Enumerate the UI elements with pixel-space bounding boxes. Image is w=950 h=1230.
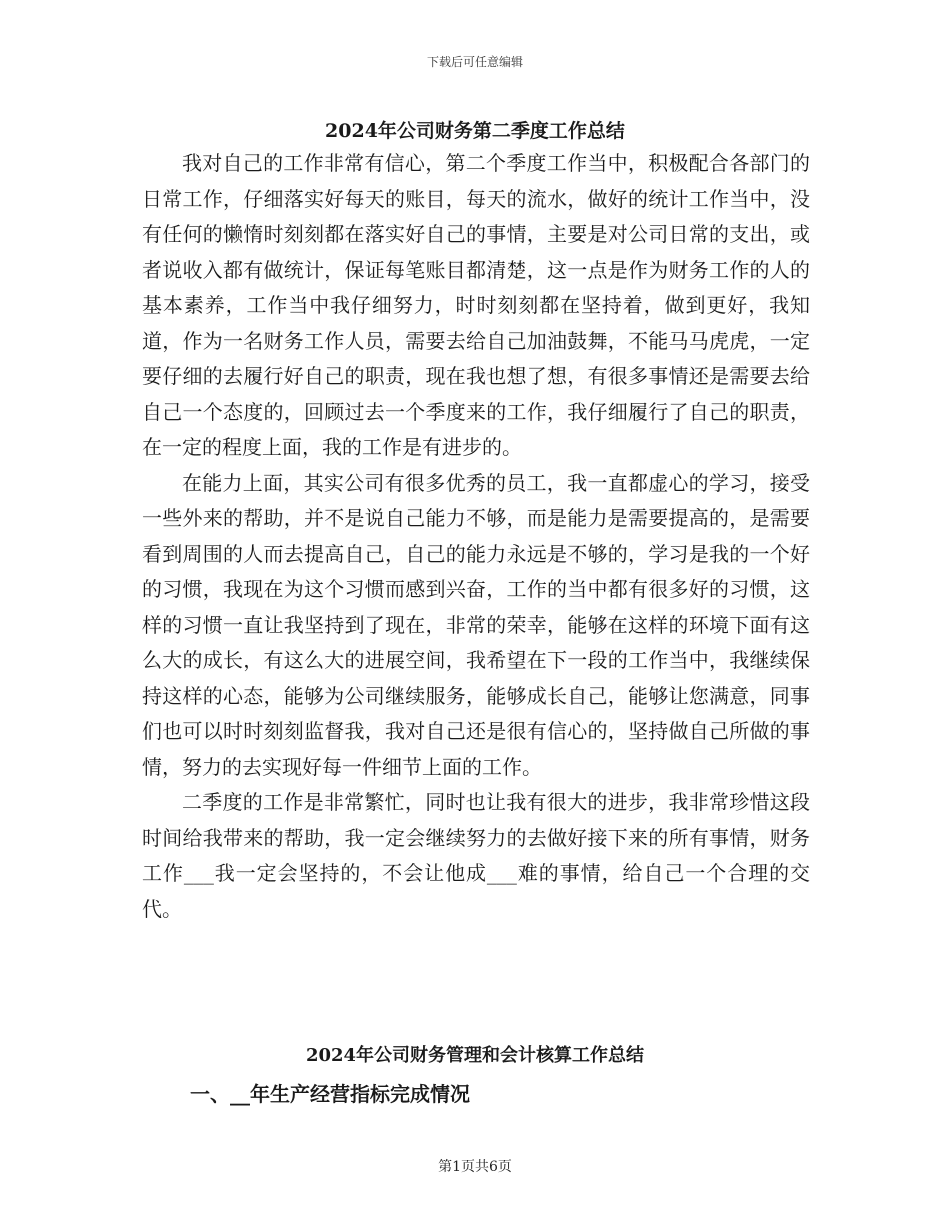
paragraph-1: 我对自己的工作非常有信心，第二个季度工作当中，积极配合各部门的日常工作，仔细落实好每天的账目，每天的流水，做好的统计工作当中，没有任何的懒惰时刻刻都在落实好自己的事情，主要是对公司日常的支出，或者说收入都有做统计，保证每笔账目都清楚，这一点是作为财务工作的人的基本素养，工作当中我仔细努力，时时刻刻都在坚持着，做到更好，我知道，作为一名财务工作人员，需要去给自己加油鼓舞，不能马马虎虎，一定要仔细的去履行好自己的职责，现在我也想了想，有很多事情还是需要去给自己一个态度的，回顾过去一个季度来的工作，我仔细履行了自己的职责，在一定的程度上面，我的工作是有进步的。 — [142, 151, 810, 459]
section-heading: 一、__年生产经营指标完成情况 — [190, 1082, 470, 1106]
paragraph-2: 在能力上面，其实公司有很多优秀的员工，我一直都虚心的学习，接受一些外来的帮助，并不是说自己能力不够，而是能力是需要提高的，是需要看到周围的人而去提高自己，自己的能力永远是不够的，学习是我的一个好的习惯，我现在为这个习惯而感到兴奋，工作的当中都有很多好的习惯，这样的习惯一直让我坚持到了现在，非常的荣幸，能够在这样的环境下面有这么大的成长，有这么大的进展空间，我希望在下一段的工作当中，我继续保持这样的心态，能够为公司继续服务，能够成长自己，能够让您满意，同事们也可以时时刻刻监督我，我对自己还是很有信心的，坚持做自己所做的事情，努力的去实现好每一件细节上面的工作。 — [142, 470, 810, 779]
page-footer: 第1页共6页 — [438, 1159, 512, 1175]
second-document-title: 2024年公司财务管理和会计核算工作总结 — [305, 1045, 645, 1066]
paragraph-3: 二季度的工作是非常繁忙，同时也让我有很大的进步，我非常珍惜这段时间给我带来的帮助，我一定会继续努力的去做好接下来的所有事情，财务工作___我一定会坚持的，不会让他成___难的事情，给自己一个合理的交代。 — [142, 790, 810, 921]
header-note: 下载后可任意编辑 — [426, 55, 523, 69]
document-title: 2024年公司财务第二季度工作总结 — [325, 120, 625, 142]
document-body — [142, 146, 810, 927]
